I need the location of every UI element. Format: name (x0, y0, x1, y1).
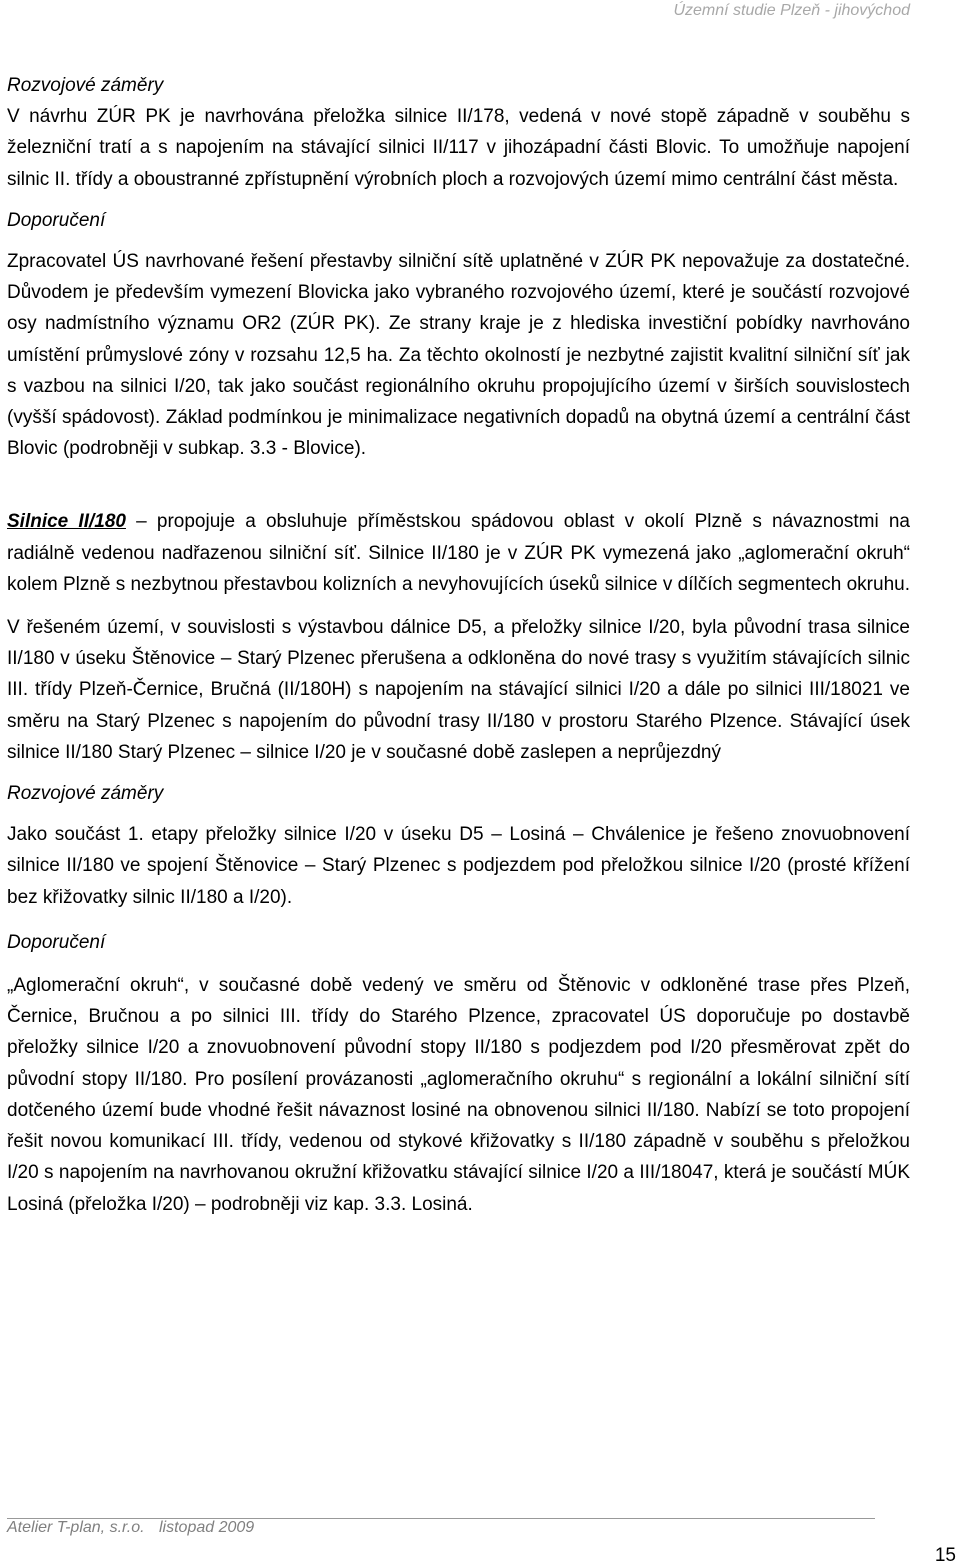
footer-date: listopad 2009 (159, 1519, 255, 1536)
paragraph-text: – propojuje a obsluhuje příměstskou spádovou oblast v okolí Plzně s návaznostmi na radiálně vedenou nadřazenou silniční síť. Silnice II/180 je v ZÚR PK vymezená jako „aglomerační okruh“ kolem Plzně s nezbytnou přestavbou kolizních a nevyhovujících úseků silnice v dílčích segmentech okruhu. (7, 511, 910, 595)
page-body (7, 70, 910, 1220)
page-number: 15 (934, 1545, 956, 1566)
paragraph: V návrhu ZÚR PK je navrhována přeložka silnice II/178, vedená v nové stopě západně v souběhu s železniční tratí a s napojením na stávající silnici II/117 v jihozápadní části Blovic. To umožňuje napojení silnic II. třídy a oboustranné zpřístupnění výrobních ploch a rozvojových území mimo centrální část města. (7, 106, 910, 190)
section-heading-rozvojove-zamery: Rozvojové záměry (7, 75, 164, 96)
road-title: Silnice II/180 (7, 511, 126, 533)
paragraph: Zpracovatel ÚS navrhované řešení přestavby silniční sítě uplatněné v ZÚR PK nepovažuje za dostatečné. Důvodem je především vymezení Blovicka jako vybraného rozvojového území, které je součástí rozvojové osy nadmístního významu OR2 (ZÚR PK). Ze strany kraje je z hlediska investiční pobídky navrhováno umístění průmyslové zóny v rozsahu 12,5 ha. Za těchto okolností je nezbytné zajistit kvalitní silniční síť jak s vazbou na silnici I/20, tak jako součást regionálního okruhu propojujícího území v širších souvislostech (vyšší spádovost). Základ podmínkou je minimalizace negativních dopadů na obytná území a centrální část Blovic (podrobněji v subkap. 3.3 - Blovice). (7, 251, 910, 460)
paragraph-silnice-ii-180 (7, 506, 910, 600)
footer-company: Atelier T-plan, s.r.o. (7, 1519, 145, 1536)
section-heading-rozvojove-zamery: Rozvojové záměry (7, 783, 164, 805)
footer (7, 1519, 254, 1537)
paragraph: V řešeném území, v souvislosti s výstavbou dálnice D5, a přeložky silnice I/20, byla původní trasa silnice II/180 v úseku Štěnovice – Starý Plzenec přerušena a odkloněna do nové trasy s využitím stávajících silnic III. třídy Plzeň-Černice, Bručná (II/180H) s napojením na stávající silnici I/20 a dále po silnici III/18021 ve směru na Starý Plzenec s napojením do původní trasy II/180 v prostoru Starého Plzence. Stávající úsek silnice II/180 Starý Plzenec – silnice I/20 je v současné době zaslepen a neprůjezdný (7, 617, 910, 763)
paragraph: Jako součást 1. etapy přeložky silnice I/20 v úseku D5 – Losiná – Chválenice je řešeno znovuobnovení silnice II/180 ve spojení Štěnovice – Starý Plzenec s podjezdem pod přeložkou silnice I/20 (prosté křížení bez křižovatky silnic II/180 a I/20). (7, 824, 910, 908)
section-heading-doporuceni: Doporučení (7, 209, 106, 231)
paragraph: „Aglomerační okruh“, v současné době vedený ve směru od Štěnovic v odkloněné trase přes Plzeň, Černice, Bručnou a po silnici III. třídy do Starého Plzence, zpracovatel ÚS doporučuje po dostavbě přeložky silnice I/20 a znovuobnovení původní stopy II/180 s podjezdem pod I/20 přesměrovat zpět do původní stopy II/180. Pro posílení provázanosti „aglomeračního okruhu“ s regionální a lokální silniční sítí dotčeného území bude vhodné řešit návaznost losiné na obnovenou silnici II/180. Nabízí se toto propojení řešit novou komunikací III. třídy, vedenou od stykové křižovatky s II/180 západně v souběhu s přeložkou I/20 s napojením na navrhovanou okružní křižovatku stávající silnice I/20 a III/18047, která je součástí MÚK Losiná (přeložka I/20) – podrobněji viz kap. 3.3. Losiná. (7, 975, 910, 1215)
section-heading-doporuceni: Doporučení (7, 931, 106, 953)
running-header: Územní studie Plzeň - jihovýchod (673, 2, 910, 19)
